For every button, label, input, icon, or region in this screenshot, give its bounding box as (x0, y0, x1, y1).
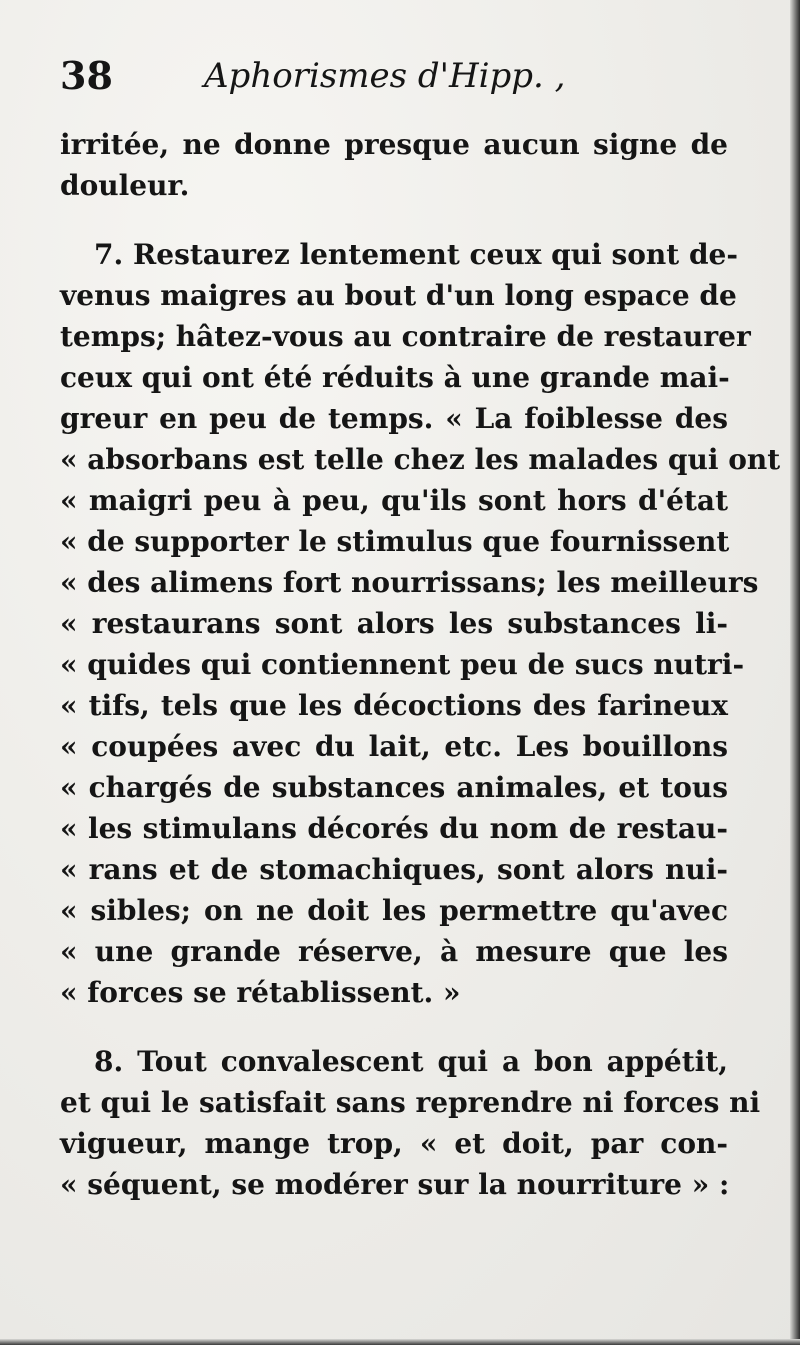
text-line: « des alimens fort nourrissans; les meilleurs (60, 566, 759, 599)
paragraph-gap (60, 206, 728, 234)
text-line: et qui le satisfait sans reprendre ni forces ni (60, 1086, 761, 1119)
text-line: temps; hâtez-vous au contraire de restaurer (60, 320, 751, 353)
text-line: « quides qui contiennent peu de sucs nutri- (60, 648, 745, 681)
page-number: 38 (60, 53, 113, 98)
page-bottom-shadow (0, 1339, 800, 1345)
text-line: « maigri peu à peu, qu'ils sont hors d'état (60, 484, 728, 517)
page-edge-shadow (790, 0, 800, 1345)
paragraph-gap (60, 1013, 728, 1041)
text-line: venus maigres au bout d'un long espace de (60, 279, 737, 312)
text-line: douleur. (60, 169, 190, 202)
page-header (60, 52, 740, 100)
text-line: « les stimulans décorés du nom de restau- (60, 812, 728, 845)
text-line: « coupées avec du lait, etc. Les bouillons (60, 730, 728, 763)
text-line: « restaurans sont alors les substances li- (60, 607, 728, 640)
text-line: 8. Tout convalescent qui a bon appétit, (94, 1045, 728, 1078)
text-line: « de supporter le stimulus que fournissent (60, 525, 730, 558)
text-line: vigueur, mange trop, « et doit, par con- (60, 1127, 728, 1160)
text-line: « séquent, se modérer sur la nourriture » : (60, 1168, 730, 1201)
running-head: Aphorismes d'Hipp. , (204, 56, 566, 96)
text-line: « une grande réserve, à mesure que les (60, 935, 728, 968)
text-line: « sibles; on ne doit les permettre qu'avec (60, 894, 728, 927)
text-line: ceux qui ont été réduits à une grande mai- (60, 361, 730, 394)
text-line: « chargés de substances animales, et tous (60, 771, 728, 804)
text-line: greur en peu de temps. « La foiblesse des (60, 402, 728, 435)
text-line: « rans et de stomachiques, sont alors nui- (60, 853, 728, 886)
body-text (60, 124, 781, 1205)
text-line: « absorbans est telle chez les malades qui ont (60, 443, 781, 476)
text-line: « tifs, tels que les décoctions des farineux (60, 689, 728, 722)
text-line: irritée, ne donne presque aucun signe de (60, 128, 728, 161)
text-line: « forces se rétablissent. » (60, 976, 461, 1009)
text-line: 7. Restaurez lentement ceux qui sont de- (94, 238, 738, 271)
